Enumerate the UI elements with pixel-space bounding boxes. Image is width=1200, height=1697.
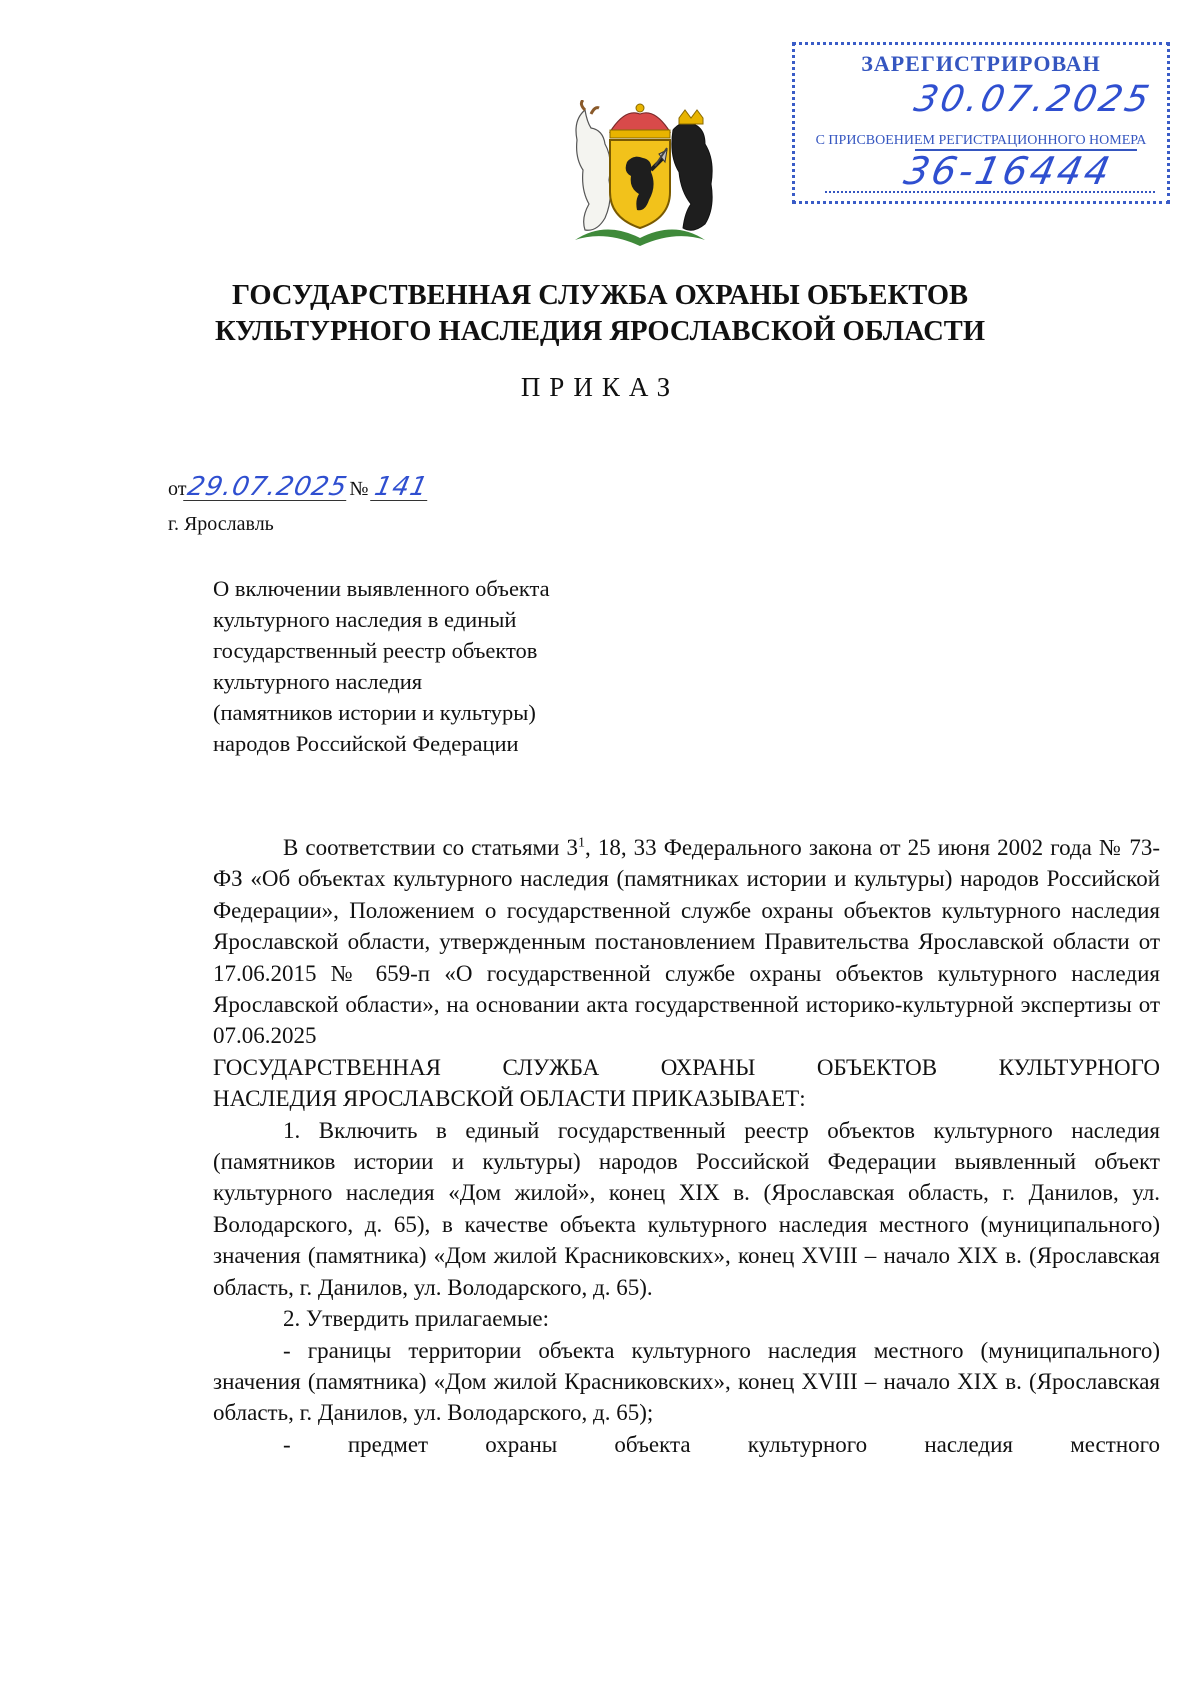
subject-line: культурного наследия [213,669,423,694]
subject-line: народов Российской Федерации [213,731,519,756]
stamp-date: 30.07.2025 [910,79,1156,120]
ordering-clause: НАСЛЕДИЯ ЯРОСЛАВСКОЙ ОБЛАСТИ ПРИКАЗЫВАЕТ: [213,1086,806,1112]
subject-line: (памятников истории и культуры) [213,700,536,725]
preamble-text: , 18, 33 Федерального закона от 25 июня 2002 года № 73-ФЗ «Об объектах культурного наследия (памятниках истории и культуры) народов Российской Федерации», Положением о государственной службе охраны объектов культурного наследия Ярославской области, утвержденным постановлением Правительства Ярославской области от 17.06.2015 № 659-п «О государственной службе охраны объектов культурного наследия Ярославской области», на основании акта государственной историко-культурной экспертизы от 07.06.2025 [213,835,1160,1049]
ordering-clause: ГОСУДАРСТВЕННАЯ СЛУЖБА ОХРАНЫ ОБЪЕКТОВ КУЛЬТУРНОГО [213,1054,1160,1080]
stamp-number: 36-16444 [900,149,1117,193]
article-superscript: 1 [578,835,585,851]
coat-of-arms-icon [555,100,725,250]
organization-title-line: ГОСУДАРСТВЕННАЯ СЛУЖБА ОХРАНЫ ОБЪЕКТОВ [231,280,969,311]
order-subitem: - границы территории объекта культурного наследия местного (муниципального) значения (памятника) «Дом жилой Красниковских», конец XVIII – начало XIX в. (Ярославская область, г. Данилов, ул. Володарского, д. 65); [213,1337,1160,1426]
document-type: ПРИКАЗ [520,372,680,402]
number-prefix: № [349,478,369,500]
registration-stamp [792,42,1170,204]
document-body [213,832,1160,1460]
subject-line: государственный реестр объектов [213,638,538,663]
order-date: 29.07.2025 [185,472,351,502]
stamp-subtitle: С ПРИСВОЕНИЕМ РЕГИСТРАЦИОННОГО НОМЕРА [815,133,1147,148]
preamble-text: В соответствии со статьями 3 [283,835,578,860]
subject-line: культурного наследия в единый [213,607,517,632]
order-subitem: - предмет охраны объекта культурного наследия местного [283,1431,1160,1457]
city: г. Ярославль [168,513,274,535]
order-item: 2. Утвердить прилагаемые: [283,1306,550,1332]
order-subject [213,573,733,759]
stamp-title: ЗАРЕГИСТРИРОВАН [861,51,1101,76]
order-item: 1. Включить в единый государственный реестр объектов культурного наследия (памятников истории и культуры) народов Российской Федерации выявленный объект культурного наследия «Дом жилой», конец XIX в. (Ярославская область, г. Данилов, ул. Володарского, д. 65), в качестве объекта культурного наследия местного (муниципального) значения (памятника) «Дом жилой Красниковских», конец XVIII – начало XIX в. (Ярославская область, г. Данилов, ул. Володарского, д. 65). [213,1117,1160,1300]
stamp-divider [825,191,1155,193]
date-number-line [168,474,430,501]
organization-title [0,278,1200,350]
date-prefix: от [168,478,187,500]
organization-title-line: КУЛЬТУРНОГО НАСЛЕДИЯ ЯРОСЛАВСКОЙ ОБЛАСТИ [214,316,985,347]
preamble-paragraph [213,832,1160,1052]
subject-line: О включении выявленного объекта [213,576,550,601]
order-number: 141 [372,472,432,502]
